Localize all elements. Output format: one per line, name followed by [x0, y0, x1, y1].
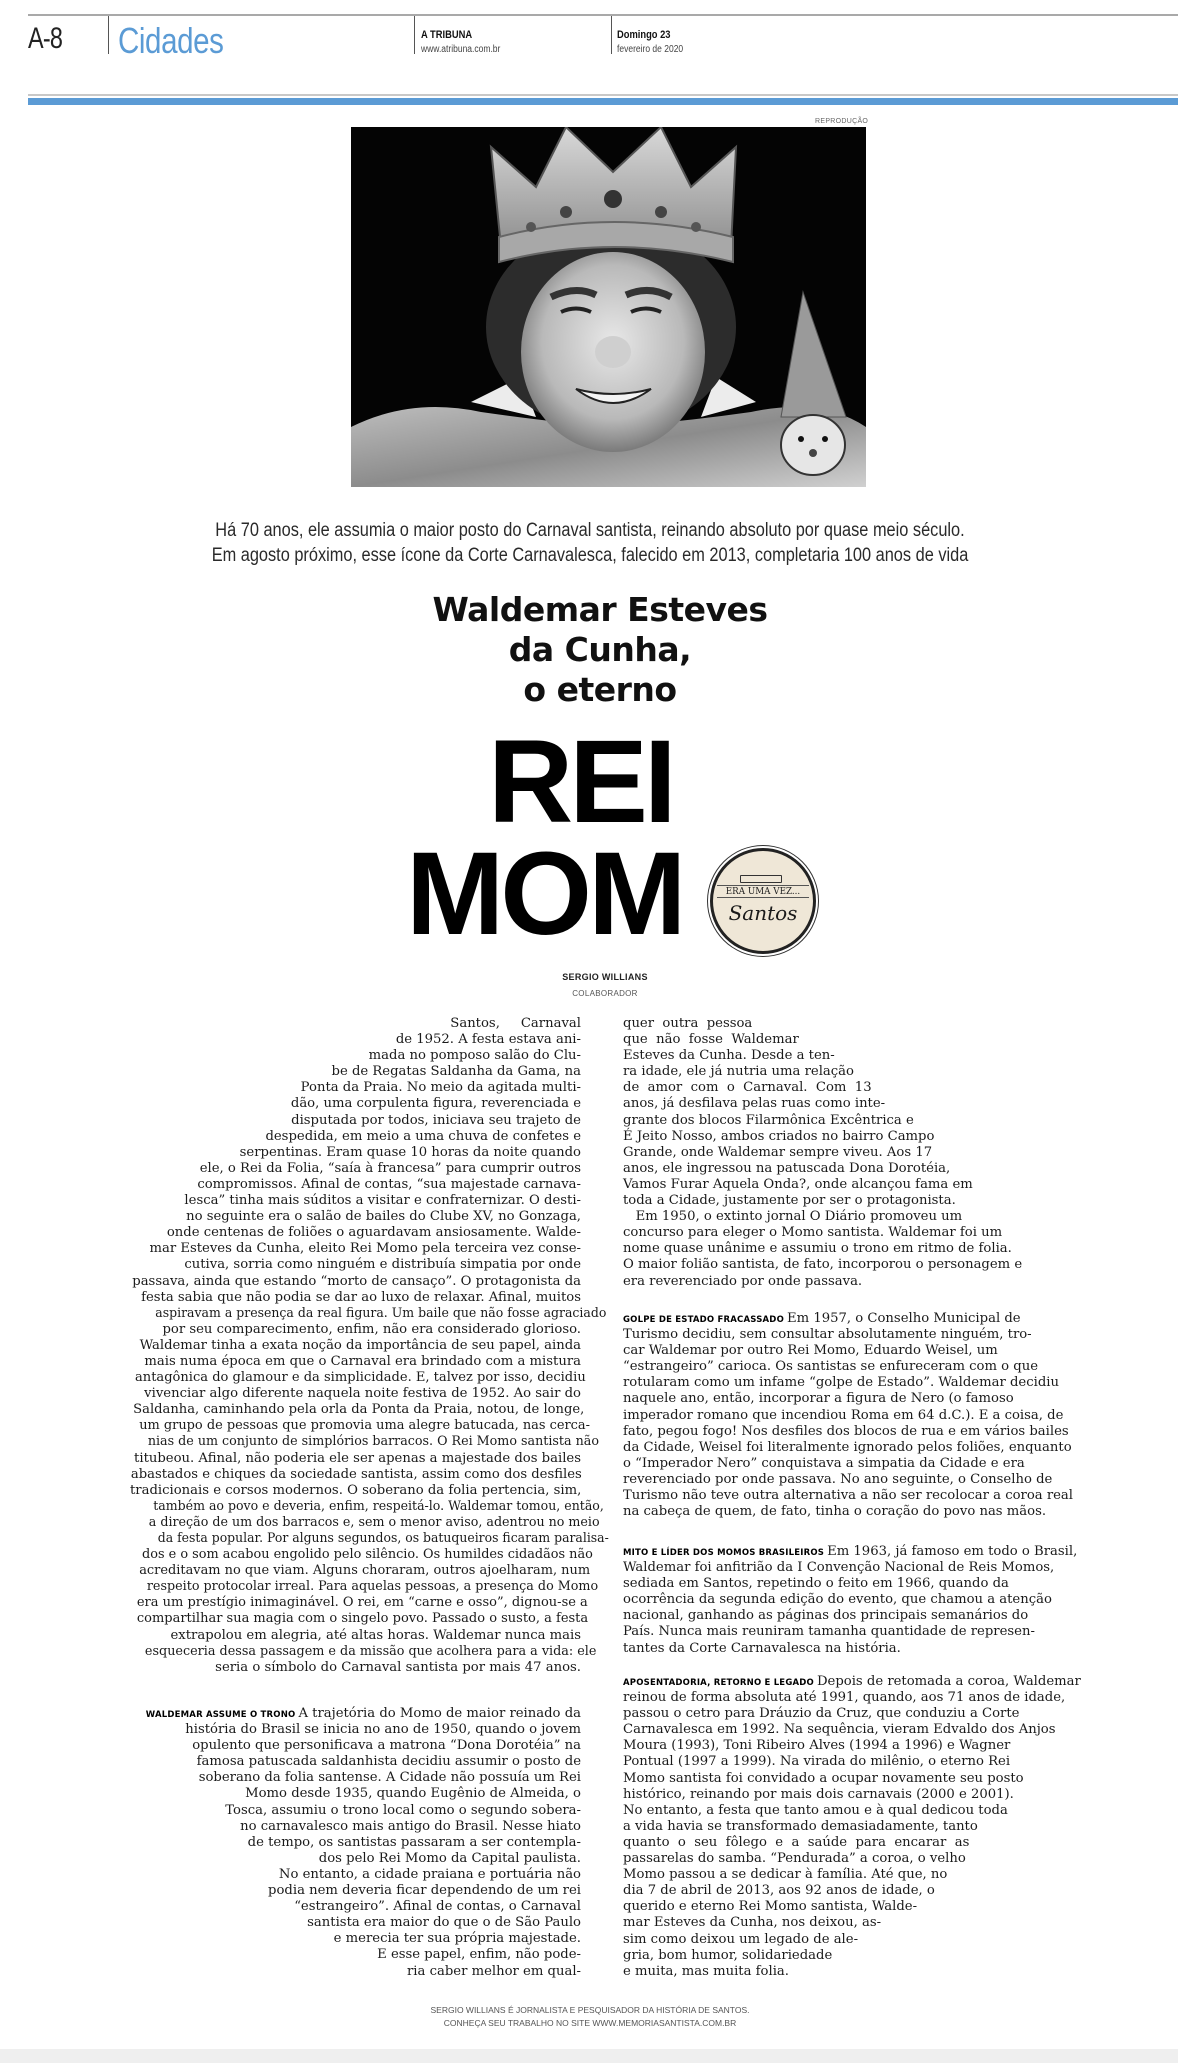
text-line [623, 1722, 1103, 1738]
text-line [130, 1514, 600, 1531]
text-line [623, 1129, 1103, 1145]
header-divider [611, 16, 612, 54]
headline-line: o eterno [523, 670, 677, 709]
text-line [623, 1867, 1103, 1883]
text-line-content: reinou de forma absoluta até 1991, quando, aos 71 anos de idade, [623, 1690, 1066, 1706]
text-line [130, 1531, 609, 1547]
text-line-content: extrapolou em alegria, até altas horas. Waldemar nunca mais [170, 1627, 581, 1643]
text-line-content: titubeou. Afinal, não poderia ele ser apenas a majestade dos bailes [134, 1450, 581, 1466]
text-line-content: da Cidade, Weisel foi literalmente ignorado pelos foliões, enquanto [623, 1439, 1072, 1455]
text-line-content: despedida, em meio a uma chuva de confetes e [265, 1128, 581, 1144]
text-line-content: respeito protocolar irreal. Para aquelas pessoas, a presença do Momo [146, 1579, 599, 1595]
text-line [130, 1595, 588, 1611]
text-line [623, 1327, 1103, 1343]
text-line [130, 1867, 581, 1883]
text-line-content: gria, bom humor, solidariedade [623, 1947, 833, 1963]
text-line [623, 1706, 1103, 1722]
text-line-content: Pontual (1997 a 1999). Na virada do milênio, o eterno Rei [623, 1754, 1011, 1770]
text-line-content: esqueceria dessa passagem e da missão que acolhera para a vida: ele [144, 1643, 597, 1659]
text-line [130, 1016, 581, 1032]
text-line-content: acreditavam no que viam. Alguns choraram, outros ajoelharam, num [139, 1563, 591, 1579]
section-kicker: GOLPE DE ESTADO FRACASSADO [623, 1315, 784, 1325]
text-line-content: Vamos Furar Aquela Onda?, onde alcançou fama em [623, 1176, 973, 1192]
text-line-content: dia 7 de abril de 2013, aos 92 anos de idade, o [623, 1883, 935, 1899]
badge-ornament-icon [740, 875, 782, 883]
text-line-content: nome quase unânime e assumiu o trono em ritmo de folia. [623, 1241, 1012, 1257]
text-line [130, 1611, 589, 1627]
text-line [623, 1932, 1103, 1948]
text-line-content: história do Brasil se inicia no ano de 1950, quando o jovem [185, 1722, 581, 1738]
headline-line: Waldemar Esteves [432, 590, 768, 629]
text-line-content: País. Nunca mais reuniram tamanha quantidade de represen- [623, 1624, 1035, 1640]
text-line [130, 1754, 581, 1770]
text-line [130, 1563, 591, 1579]
text-line [623, 1048, 1103, 1064]
right-column-intro [623, 1016, 1103, 1290]
text-line [623, 1193, 1103, 1209]
text-line-content: mais numa época em que o Carnaval era brindado com a mistura [144, 1353, 581, 1369]
text-line-content: o “Imperador Nero” conquistava a simpatia da Cidade e era [623, 1455, 1025, 1471]
text-line [623, 1375, 1103, 1391]
text-line [623, 1440, 1103, 1456]
text-line [623, 1899, 1103, 1915]
text-line-content: car Waldemar por outro Rei Momo, Eduardo Weisel, um [623, 1343, 998, 1359]
text-line [130, 1738, 581, 1754]
text-line-content: a direção de um dos barracos e, sem o menor aviso, adentrou no meio [148, 1514, 600, 1530]
text-line [623, 1608, 1103, 1624]
section-kicker: WALDEMAR ASSUME O TRONO [145, 1710, 296, 1720]
text-line-content: naquele ano, então, incorporar a figura de Nero (o famoso [623, 1391, 1014, 1407]
text-line-content: be de Regatas Saldanha da Gama, na [331, 1064, 581, 1080]
text-line [623, 1787, 1103, 1803]
text-line [130, 1386, 581, 1402]
text-line-content: reverenciado por onde passava. No ano seguinte, o Conselho de [623, 1471, 1053, 1487]
text-line-content: no seguinte era o salão de bailes do Clube XV, no Gonzaga, [186, 1209, 581, 1225]
text-line [623, 1080, 1103, 1096]
text-line-content: mada no pomposo salão do Clu- [368, 1048, 581, 1064]
text-line-content: Momo desde 1935, quando Eugênio de Almeida, o [245, 1786, 581, 1802]
text-line-content: soberano da folia santense. A Cidade não possuía um Rei [198, 1770, 581, 1786]
text-line-content: quanto o seu fôlego e a saúde para encarar as [623, 1834, 970, 1850]
text-line [130, 1770, 581, 1786]
text-line [130, 1467, 581, 1483]
text-line [623, 1690, 1103, 1706]
text-line [623, 1738, 1103, 1754]
text-line [130, 1547, 593, 1563]
text-line-content: rotularam como um infame “golpe de Estado”. Waldemar decidiu [623, 1375, 1059, 1391]
text-line-content: Tosca, assumiu o trono local como o segundo sobera- [225, 1802, 581, 1818]
text-line-content: anos, já desfilava pelas ruas como inte- [623, 1096, 886, 1112]
text-line-content: no carnavalesco mais antigo do Brasil. Nesse hiato [240, 1818, 581, 1834]
text-line [623, 1209, 1103, 1225]
right-column-section [623, 1544, 1103, 1657]
text-line [130, 1209, 581, 1225]
text-line [130, 1947, 581, 1963]
headline-big-mom: MOM [406, 828, 683, 960]
author-note [300, 2004, 880, 2030]
text-line-content: abastados e chiques da sociedade santista, assim como dos desfiles [130, 1466, 582, 1482]
text-line [623, 1408, 1103, 1424]
text-line [130, 1064, 581, 1080]
text-line [623, 1032, 1103, 1048]
text-line [130, 1451, 581, 1467]
text-line-content: ele, o Rei da Folia, “saía à francesa” para cumprir outros [199, 1160, 581, 1176]
text-line [130, 1241, 581, 1257]
text-line-content: No entanto, a festa que tanto amou e à qual dedicou toda [623, 1802, 1008, 1818]
author-note-line: CONHEÇA SEU TRABALHO NO SITE WWW.MEMORIASANTISTA.COM.BR [443, 2018, 737, 2028]
text-line-content: tradicionais e corsos modernos. O soberano da folia pertencia, sim, [130, 1482, 582, 1498]
text-line-content: tantes da Corte Carnavalesca na história. [623, 1640, 901, 1656]
text-line-content: Ponta da Praia. No meio da agitada multi- [300, 1080, 581, 1096]
text-line [623, 1674, 1103, 1690]
text-line [130, 1080, 581, 1096]
deck-line: Em agosto próximo, esse ícone da Corte Carnavalesca, falecido em 2013, completaria 100 anos de vida [211, 545, 969, 566]
text-line [623, 1771, 1103, 1787]
text-line [130, 1290, 581, 1306]
text-line-content: fato, pegou fogo! Nos desfiles dos blocos de rua e em vários bailes [623, 1423, 1069, 1439]
text-line-content: famosa patuscada saldanhista decidiu assumir o posto de [196, 1754, 581, 1770]
text-line [130, 1899, 581, 1915]
text-line-content: Esteves da Cunha. Desde a ten- [623, 1048, 835, 1064]
text-line-content: grante dos blocos Filarmônica Excêntrica e [623, 1112, 914, 1128]
text-line [623, 1504, 1103, 1520]
text-line [130, 1706, 581, 1722]
header-divider [414, 16, 415, 54]
text-line-content: “estrangeiro”. Afinal de contas, o Carnaval [294, 1899, 581, 1915]
text-line [623, 1851, 1103, 1867]
section-title: Cidades [118, 20, 224, 61]
text-line-content: serpentinas. Eram quase 10 horas da noite quando [239, 1144, 581, 1160]
text-line [130, 1786, 581, 1802]
photo-credit: REPRODUÇÃO [815, 118, 869, 125]
text-line-content: podia nem deveria ficar dependendo de um rei [268, 1883, 581, 1899]
text-line-content: quer outra pessoa [623, 1016, 753, 1031]
text-line [130, 1161, 581, 1177]
left-column [130, 1016, 609, 1676]
text-line [623, 1145, 1103, 1161]
text-line-content: “estrangeiro” carioca. Os santistas se enfureceram com o que [623, 1359, 1039, 1375]
text-line-content: opulento que personificava a matrona “Dona Dorotéia” na [192, 1738, 581, 1754]
issue-month-year: fevereiro de 2020 [617, 44, 684, 55]
text-line-content: Turismo decidiu, sem consultar absolutamente ninguém, tro- [623, 1327, 1032, 1343]
text-line [130, 1883, 581, 1899]
text-line [130, 1032, 581, 1048]
text-line [130, 1274, 581, 1290]
text-line-content: toda a Cidade, justamente por ser o protagonista. [623, 1193, 956, 1209]
text-line-content: histórico, reinando por mais dois carnavais (2000 e 2001). [623, 1786, 1014, 1802]
author-note-line: SERGIO WILLIANS É JORNALISTA E PESQUISADOR DA HISTÓRIA DE SANTOS. [430, 2005, 750, 2015]
text-line-content: festa sabia que não podia se dar ao luxo de relaxar. Afinal, muitos [141, 1289, 581, 1305]
text-line [130, 1145, 581, 1161]
text-line [130, 1819, 581, 1835]
text-line [623, 1754, 1103, 1770]
text-line-content: onde centenas de foliões o aguardavam ansiosamente. Walde- [166, 1225, 581, 1241]
text-line-content: imperador romano que incendiou Roma em 64 d.C.). E a coisa, de [623, 1407, 1064, 1423]
text-line-content: É Jeito Nosso, ambos criados no bairro Campo [623, 1128, 935, 1144]
text-line [130, 1322, 581, 1338]
text-line-content: dos e o som acabou engolido pelo silêncio. Os humildes cidadãos não [142, 1547, 593, 1563]
text-line-content: dão, uma corpulenta figura, reverenciada e [290, 1096, 581, 1112]
text-line-content: dos pelo Rei Momo da Capital paulista. [318, 1850, 581, 1866]
text-line [623, 1177, 1103, 1193]
text-line [623, 1016, 1103, 1032]
text-line-content: Turismo não teve outra alternativa a não ser recolocar a coroa real [623, 1488, 1074, 1504]
section-kicker: MITO E LÍDER DOS MOMOS BRASILEIROS [623, 1548, 825, 1558]
text-line-content: mar Esteves da Cunha, nos deixou, as- [623, 1915, 882, 1931]
section-kicker: APOSENTADORIA, RETORNO E LEGADO [623, 1678, 814, 1688]
text-line [623, 1948, 1103, 1964]
text-line [623, 1544, 1103, 1560]
text-line [623, 1488, 1103, 1504]
header-divider [108, 16, 109, 54]
text-line [130, 1964, 581, 1980]
text-line-content: anos, ele ingressou na patuscada Dona Dorotéia, [623, 1160, 951, 1176]
text-line [623, 1560, 1103, 1576]
text-line [623, 1835, 1103, 1851]
text-line [130, 1931, 581, 1947]
text-line-content: também ao povo e deveria, enfim, respeitá-lo. Waldemar tomou, então, [153, 1498, 604, 1514]
text-line [130, 1096, 581, 1112]
text-line-content: ra idade, ele já nutria uma relação [623, 1064, 854, 1080]
text-line [623, 1113, 1103, 1129]
text-line [623, 1592, 1103, 1608]
text-line-content: compartilhar sua magia com o singelo povo. Passado o susto, a festa [136, 1611, 589, 1627]
text-line [130, 1803, 581, 1819]
text-line [623, 1391, 1103, 1407]
text-line-content: seria o símbolo do Carnaval santista por mais 47 anos. [215, 1659, 581, 1675]
text-line [623, 1883, 1103, 1899]
text-line [130, 1370, 586, 1386]
text-line-content: antagônica do glamour e da simplicidade. E, talvez por isso, decidiu [135, 1370, 586, 1386]
deck-line: Há 70 anos, ele assumia o maior posto do Carnaval santista, reinando absoluto por quase meio século. [215, 520, 965, 541]
text-line [130, 1257, 581, 1273]
text-line-content: era um prestígio inimaginável. O rei, em “carne e osso”, dignou-se a [136, 1595, 588, 1611]
text-line [130, 1722, 581, 1738]
text-line-content: Momo passou a se dedicar à família. Até que, no [623, 1867, 948, 1883]
text-line-content: Carnavalesca em 1992. Na sequência, vieram Edvaldo dos Anjos [623, 1722, 1056, 1738]
text-line-content: No entanto, a cidade praiana e portuária não [278, 1866, 581, 1882]
text-line [130, 1643, 597, 1660]
newspaper-website[interactable]: www.atribuna.com.br [421, 44, 501, 55]
text-line [623, 1274, 1103, 1290]
text-line [130, 1418, 590, 1434]
text-line-content: disputada por todos, iniciava seu trajeto de [291, 1112, 581, 1128]
text-line-content: E esse papel, enfim, não pode- [377, 1947, 581, 1963]
article-deck [150, 518, 1030, 568]
text-line [623, 1241, 1103, 1257]
text-line-content: de tempo, os santistas passaram a ser contempla- [247, 1834, 581, 1850]
text-line-content: concurso para eleger o Momo santista. Waldemar foi um [623, 1225, 1003, 1241]
text-line-content: passou o cetro para Dráuzio da Cruz, que conduziu a Corte [623, 1706, 1020, 1722]
text-line [130, 1498, 604, 1515]
era-uma-vez-santos-badge [710, 848, 816, 954]
text-line-content: nias de um conjunto de simplórios barracos. O Rei Momo santista não [147, 1434, 599, 1450]
header-rule [28, 94, 1178, 96]
issue-day: Domingo 23 [617, 29, 671, 41]
text-line-content: Depois de retomada a coroa, Waldemar [816, 1674, 1081, 1689]
text-line [623, 1161, 1103, 1177]
text-line [130, 1835, 581, 1851]
newspaper-name: A TRIBUNA [421, 29, 473, 41]
text-line [130, 1628, 581, 1644]
right-column-section [623, 1674, 1103, 1980]
text-line-content: mar Esteves da Cunha, eleito Rei Momo pela terceira vez conse- [149, 1241, 581, 1257]
text-line-content: compromissos. Afinal de contas, “sua majestade carnava- [197, 1176, 581, 1192]
text-line-content: Momo santista foi convidado a ocupar novamente seu posto [623, 1770, 1024, 1786]
text-line [623, 1359, 1103, 1375]
text-line-content: A trajetória do Momo de maior reinado da [298, 1706, 581, 1721]
text-line [130, 1579, 599, 1595]
text-line [623, 1343, 1103, 1359]
text-line-content: e muita, mas muita folia. [623, 1963, 789, 1979]
text-line-content: era reverenciado por onde passava. [623, 1273, 863, 1289]
text-line [130, 1048, 581, 1064]
text-line [130, 1660, 581, 1676]
text-line-content: Waldemar tinha a exata noção da importância de seu papel, ainda [139, 1337, 581, 1353]
right-column-section [623, 1311, 1103, 1520]
text-line-content: Moura (1993), Toni Ribeiro Alves (1994 a 1996) e Wagner [623, 1738, 1011, 1754]
text-line [623, 1225, 1103, 1241]
text-line [130, 1113, 581, 1129]
text-line [623, 1624, 1103, 1640]
text-line [130, 1225, 581, 1241]
badge-title: ERA UMA VEZ... [717, 885, 809, 898]
text-line-content: Waldemar foi anfitrião da I Convenção Nacional de Reis Momos, [623, 1560, 1055, 1576]
text-line [130, 1851, 581, 1867]
puppet-face [781, 415, 845, 475]
text-line [130, 1193, 581, 1209]
author-role: COLABORADOR [572, 989, 638, 998]
text-line-content: sim como deixou um legado de ale- [623, 1931, 859, 1947]
portrait-photo [351, 127, 866, 487]
page-number: A-8 [28, 22, 63, 55]
text-line-content: por seu comparecimento, enfim, não era considerado glorioso. [162, 1321, 581, 1337]
text-line-content: cutiva, sorria como ninguém e distribuía simpatia por onde [184, 1257, 581, 1273]
text-line [130, 1402, 585, 1418]
text-line-content: O maior folião santista, de fato, incorporou o personagem e [623, 1257, 1023, 1273]
text-line-content: um grupo de pessoas que promovia uma alegre batucada, nas cerca- [139, 1418, 590, 1434]
text-line-content: a vida havia se transformado demasiadamente, tanto [623, 1818, 978, 1834]
text-line-content: na cabeça de quem, de fato, tinha o coração do povo nas mãos. [623, 1504, 1047, 1520]
text-line [130, 1434, 599, 1450]
text-line-content: que não fosse Waldemar [623, 1032, 799, 1048]
text-line [623, 1096, 1103, 1112]
text-line [130, 1915, 581, 1931]
text-line [623, 1964, 1103, 1980]
text-line-content: Grande, onde Waldemar sempre viveu. Aos 17 [623, 1144, 933, 1160]
text-line [130, 1354, 581, 1370]
text-line [623, 1915, 1103, 1931]
text-line [130, 1305, 607, 1322]
text-line [130, 1177, 581, 1193]
text-line-content: passarelas do samba. “Pendurada” a coroa, o velho [623, 1851, 966, 1867]
text-line-content: Saldanha, caminhando pela orla da Ponta da Praia, notou, de longe, [133, 1402, 585, 1418]
text-line-content: santista era maior do que o de São Paulo [307, 1915, 581, 1931]
text-line-content: da festa popular. Por alguns segundos, os batuqueiros ficaram paralisa- [157, 1531, 609, 1546]
text-line [623, 1257, 1103, 1273]
text-line [623, 1803, 1103, 1819]
text-line-content: querido e eterno Rei Momo santista, Walde- [623, 1899, 918, 1915]
text-line [623, 1311, 1103, 1327]
text-line-content: Em 1950, o extinto jornal O Diário promoveu um [623, 1209, 963, 1225]
text-line-content: Em 1963, já famoso em todo o Brasil, [827, 1544, 1078, 1559]
text-line-content: de amor com o Carnaval. Com 13 [623, 1080, 872, 1096]
text-line [623, 1456, 1103, 1472]
headline-line: da Cunha, [508, 630, 692, 669]
text-line-content: aspiravam a presença da real figura. Um baile que não fosse agraciado [155, 1305, 607, 1321]
badge-script: Santos [728, 901, 798, 925]
text-line-content: ocorrência da segunda edição do evento, que chamou a atenção [623, 1592, 1052, 1608]
headline-big-rei: REI [488, 716, 673, 848]
text-line [623, 1819, 1103, 1835]
author-name: SERGIO WILLIANS [562, 972, 648, 982]
text-line [130, 1129, 581, 1145]
text-line [130, 1338, 581, 1354]
text-line-content: passava, ainda que estando “morto de cansaço”. O protagonista da [132, 1273, 581, 1289]
text-line-content: vivenciar algo diferente naquela noite festiva de 1952. Ao sair do [144, 1386, 581, 1402]
text-line-content: Em 1957, o Conselho Municipal de [787, 1311, 1021, 1326]
text-line-content: ria caber melhor em qual- [407, 1963, 581, 1979]
text-line [130, 1483, 581, 1499]
header-accent-bar [28, 98, 1178, 105]
photo-illustration [351, 127, 866, 487]
text-line-content: de 1952. A festa estava ani- [395, 1032, 581, 1048]
top-rule [28, 14, 1178, 16]
text-line-content: Santos, Carnaval [450, 1016, 581, 1031]
text-line-content: lesca” tinha mais súditos a visitar e confraternizar. O desti- [184, 1193, 581, 1209]
text-line [623, 1472, 1103, 1488]
page-bottom-band [0, 2049, 1178, 2063]
text-line [623, 1064, 1103, 1080]
text-line [623, 1424, 1103, 1440]
left-column-section-2 [130, 1706, 581, 1980]
text-line [623, 1641, 1103, 1657]
text-line-content: sediada em Santos, repetindo o feito em 1966, quando da [623, 1576, 1009, 1592]
text-line-content: nacional, ganhando as páginas dos principais semanários do [623, 1608, 1029, 1624]
text-line [623, 1576, 1103, 1592]
text-line-content: e merecia ter sua própria majestade. [333, 1931, 581, 1947]
